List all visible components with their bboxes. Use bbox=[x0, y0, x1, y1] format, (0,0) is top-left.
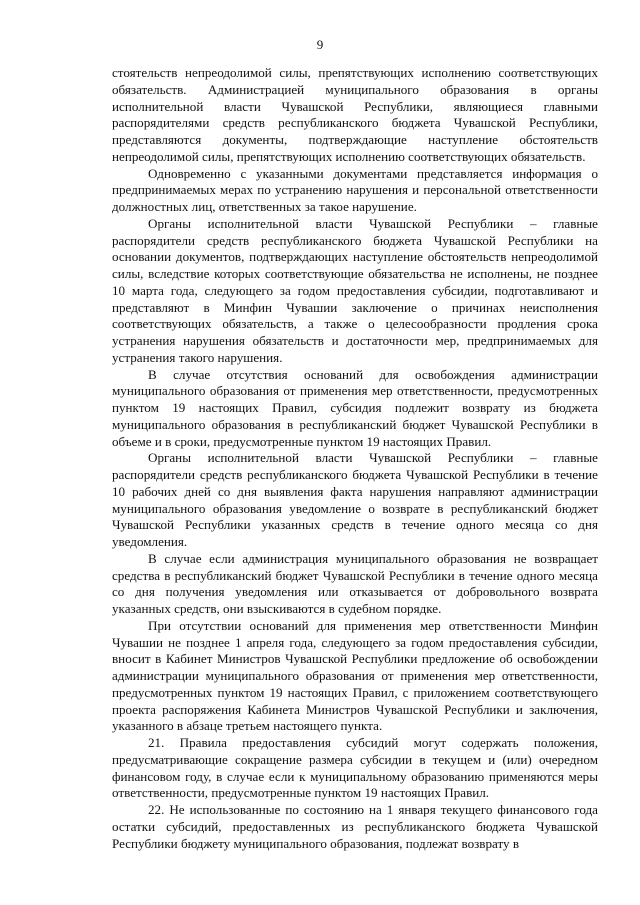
document-body bbox=[112, 65, 598, 852]
paragraph-accompanying-information: Одновременно с указанными документами представляется информация о предпринимаемых мерах по устранению нарушения и персональной ответственности должностных лиц, ответственных за такое нарушение. bbox=[112, 165, 598, 214]
paragraph-clause-21: 21. Правила предоставления субсидий могут содержать положения, предусматривающие сокращение размера субсидии в текущем и (или) очередном финансовом году, в случае если к муниципальному образованию применяются меры ответственности, предусмотренные пунктом 19 настоящих Правил. bbox=[112, 735, 598, 801]
paragraph-continuation: стоятельств непреодолимой силы, препятствующих исполнению соответствующих обязательств. Администрацией муниципального образования в органы исполнительной власти Чувашской Республики, являющиеся главными распорядителями средств республиканского бюджета Чувашской Республики, представляются документы, подтверждающие наступление обстоятельств непреодолимой силы, препятствующих исполнению соответствующих обязательств. bbox=[112, 65, 598, 164]
paragraph-judicial-recovery: В случае если администрация муниципального образования не возвращает средства в республиканский бюджет Чувашской Республики в течение одного месяца со дня получения уведомления или отказывается от добровольного возврата указанных средств, они взыскиваются в судебном порядке. bbox=[112, 550, 598, 616]
paragraph-return-notification: Органы исполнительной власти Чувашской Республики – главные распорядители средств республиканского бюджета Чувашской Республики в течение 10 рабочих дней со дня выявления факта нарушения направляют администрации муниципального образования уведомление о возврате в республиканский бюджет Чувашской Республики указанных средств в течение одного месяца со дня уведомления. bbox=[112, 450, 598, 549]
paragraph-ministry-conclusion: Органы исполнительной власти Чувашской Республики – главные распорядители средств республиканского бюджета Чувашской Республики на основании документов, подтверждающих наступление обстоятельств непреодолимой силы, вследствие которых соответствующие обязательства не исполнены, не позднее 10 марта года, следующего за годом предоставления субсидии, подготавливают и представляют в Минфин Чувашии заключение о причинах неисполнения соответствующих обязательств, а также о целесообразности продления срока устранения нарушения обязательств и достаточности мер, предпринимаемых для устранения такого нарушения. bbox=[112, 215, 598, 365]
paragraph-clause-22: 22. Не использованные по состоянию на 1 января текущего финансового года остатки субсидий, предоставленных из республиканского бюджета Чувашской Республики бюджету муниципального образования, подлежат возврату в bbox=[112, 802, 598, 851]
page-number: 9 bbox=[316, 37, 324, 52]
paragraph-exemption-proposal: При отсутствии оснований для применения мер ответственности Минфин Чувашии не позднее 1 апреля года, следующего за годом предоставления субсидии, вносит в Кабинет Министров Чувашской Республики предложение об освобождении администрации муниципального образования от применения мер ответственности, предусмотренных пунктом 19 настоящих Правил, с приложением соответствующего проекта распоряжения Кабинета Министров Чувашской Республики и заключения, указанного в абзаце третьем настоящего пункта. bbox=[112, 617, 598, 734]
paragraph-subsidy-return: В случае отсутствия оснований для освобождения администрации муниципального образования от применения мер ответственности, предусмотренных пунктом 19 настоящих Правил, субсидия подлежит возврату из бюджета муниципального образования в республиканский бюджет Чувашской Республики в объеме и в сроки, предусмотренные пунктом 19 настоящих Правил. bbox=[112, 366, 598, 449]
